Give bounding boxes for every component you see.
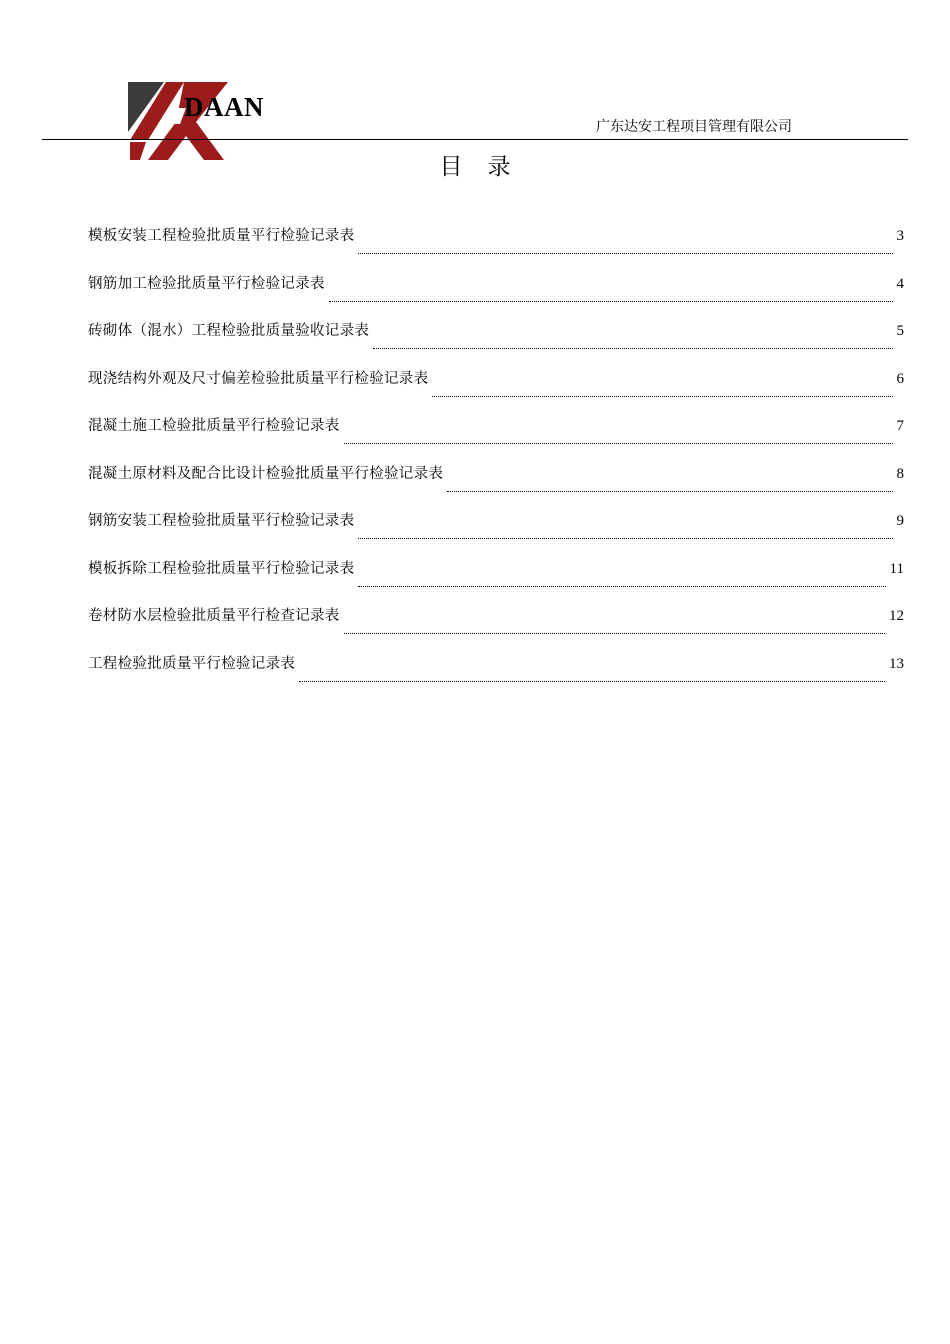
toc-dot-leader <box>344 443 893 444</box>
toc-page-number: 9 <box>896 513 904 529</box>
toc-page-number: 13 <box>889 655 904 672</box>
toc-entry[interactable] <box>88 416 904 464</box>
logo-text: DAAN <box>184 92 264 122</box>
toc-dot-leader <box>358 538 892 539</box>
toc-page-number: 6 <box>896 370 904 387</box>
toc-page-number: 11 <box>889 560 904 577</box>
toc-dot-leader <box>329 301 893 302</box>
toc-entry-title: 模板拆除工程检验批质量平行检验记录表 <box>88 560 355 577</box>
toc-entry[interactable] <box>88 226 904 274</box>
toc-dot-leader <box>358 253 892 254</box>
toc-entry[interactable] <box>88 274 904 322</box>
toc-entry-title: 卷材防水层检验批质量平行检查记录表 <box>88 608 340 624</box>
toc-entry[interactable] <box>88 321 904 369</box>
toc-entry[interactable] <box>88 511 904 559</box>
toc-entry-title: 工程检验批质量平行检验记录表 <box>88 655 296 672</box>
toc-page-number: 5 <box>896 323 904 339</box>
toc-entry-title: 现浇结构外观及尺寸偏差检验批质量平行检验记录表 <box>88 370 429 387</box>
toc-entry[interactable] <box>88 559 904 607</box>
toc-entry-title: 砖砌体（混水）工程检验批质量验收记录表 <box>88 323 370 339</box>
company-name: 广东达安工程项目管理有限公司 <box>596 119 792 135</box>
toc-dot-leader <box>432 396 892 397</box>
toc-dot-leader <box>299 681 885 682</box>
toc-entry[interactable] <box>88 369 904 417</box>
toc-entry-title: 混凝土原材料及配合比设计检验批质量平行检验记录表 <box>88 465 444 482</box>
toc-entry-title: 钢筋加工检验批质量平行检验记录表 <box>88 275 325 292</box>
toc-dot-leader <box>358 586 885 587</box>
toc-page-number: 8 <box>896 465 904 482</box>
toc-entry-title: 混凝土施工检验批质量平行检验记录表 <box>88 418 340 434</box>
toc-dot-leader <box>373 348 892 349</box>
header-divider <box>42 139 908 140</box>
page-header <box>0 0 950 165</box>
toc-title: 目录 <box>439 154 536 180</box>
toc-page-number: 4 <box>896 275 904 292</box>
toc-entry[interactable] <box>88 654 904 702</box>
toc-entry-title: 钢筋安装工程检验批质量平行检验记录表 <box>88 513 355 529</box>
toc-entry[interactable] <box>88 606 904 654</box>
toc-entry[interactable] <box>88 464 904 512</box>
toc-page-number: 7 <box>896 418 904 434</box>
toc-dot-leader <box>447 491 892 492</box>
toc-page-number: 12 <box>889 608 904 624</box>
table-of-contents <box>88 226 904 701</box>
toc-page-number: 3 <box>896 228 904 244</box>
toc-dot-leader <box>344 633 885 634</box>
toc-entry-title: 模板安装工程检验批质量平行检验记录表 <box>88 228 355 244</box>
